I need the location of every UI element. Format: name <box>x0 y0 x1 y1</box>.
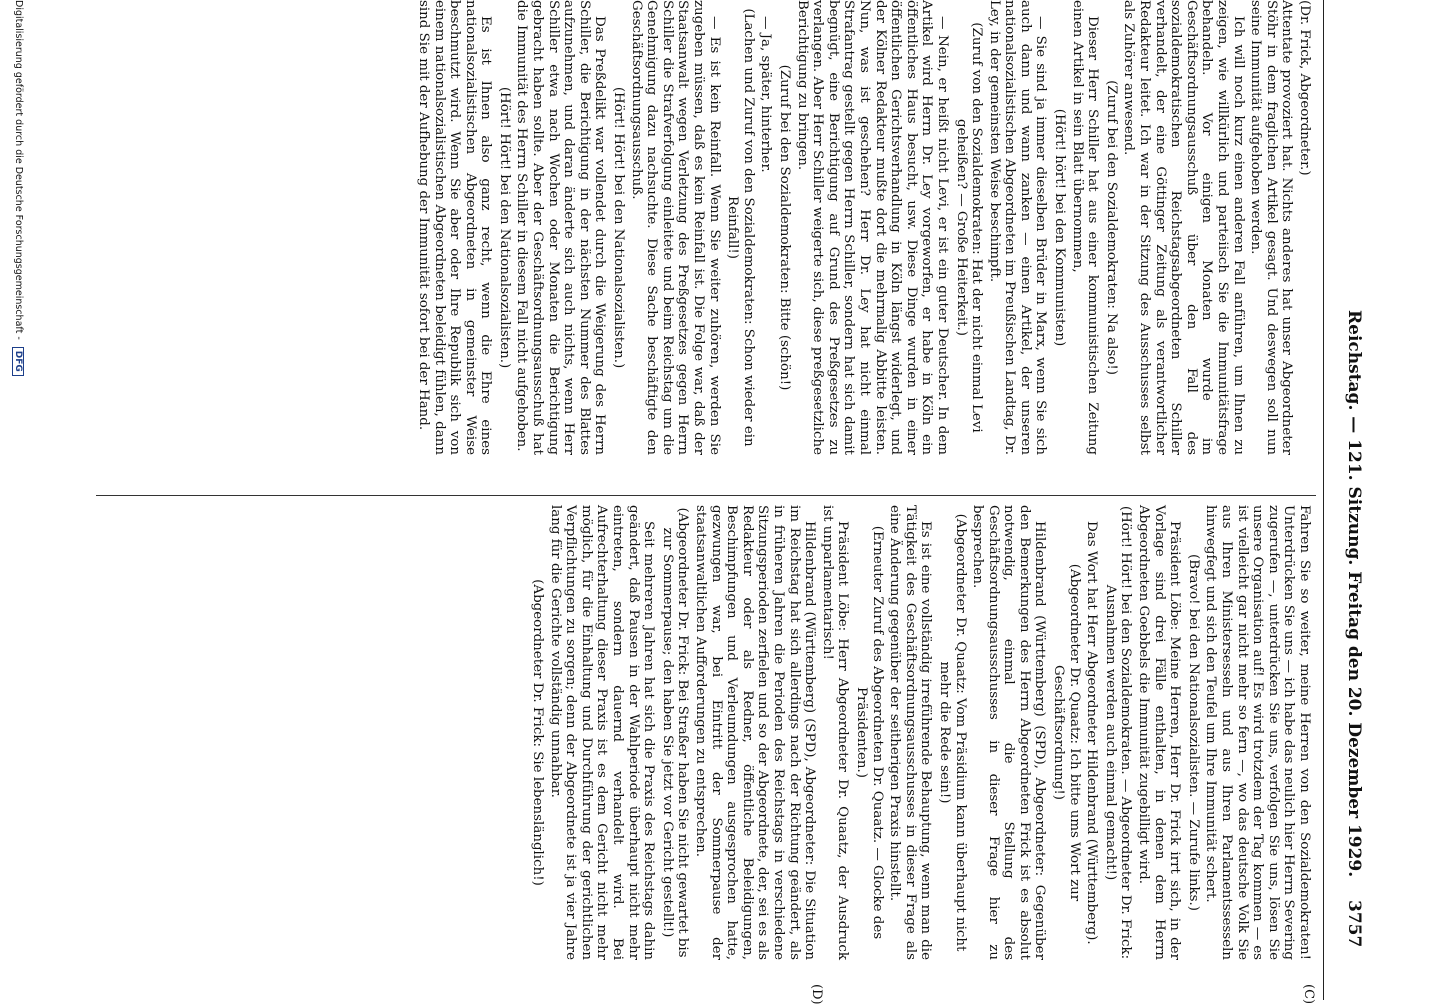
paragraph: — Sie sind ja immer dieselben Brüder in Marx, wenn Sie sich auch dann und wann zanken — einen Artikel, der unseren nationalsozialistischen Abgeordneten im Preußischen Landtag, Dr. Ley, in der gemeinsten Weise beschimpft. <box>986 0 1049 455</box>
paragraph: (Dr. Frick, Abgeordneter.) <box>1297 0 1312 176</box>
left-column <box>413 0 1312 455</box>
interjection: (Abgeordneter Dr. Quaatz: Vom Präsidium kann überhaupt nicht mehr die Rede sein!) <box>936 513 968 952</box>
paragraph: — Es ist kein Reinfall. Wenn Sie weiter zuhören, werden Sie zugeben müssen, daß es kein Reinfall ist. Die Folge war, daß der Staatsanwalt wegen Verletzung des Preßgesetzes gegen Herrn Schiller die Strafverfolgung einleitete und beim Reichstag um die Genehmigung dazu nachsuchte. Diese Sache beschäftigte den Geschäftsordnungsausschuß. <box>628 0 722 455</box>
paragraph: Präsident Löbe: Herr Abgeordneter Dr. Quaatz, der Ausdruck ist unparlamentarisch! <box>819 505 851 960</box>
margin-mark-c: (C) <box>1301 984 1316 1005</box>
interjection: (Abgeordneter Dr. Frick: Bei Straßer haben Sie nicht gewartet bis zur Sommerpause; den haben Sie jetzt vor Gericht gestellt!) <box>659 507 691 958</box>
page-title: Reichstag. — 121. Sitzung. Freitag den 20. Dezember 1929. <box>1344 310 1364 878</box>
paragraph: Hildenbrand (Württemberg) (SPD), Abgeordneter: Gegenüber den Bemerkungen des Herrn Abgeordneten Frick ist es absolut notwendig, einmal die Stellung des Geschäftsordnungsausschusses in dieser Frage hier zu besprechen. <box>970 505 1048 960</box>
paragraph: Es ist eine vollständig irreführende Behauptung, wenn man die Tätigkeit des Geschäftsordnungsausschusses in dieser Frage als eine Änderung gegenüber der seitherigen Praxis hinstellt. <box>887 505 934 960</box>
paragraph: Fahren Sie so weiter, meine Herren von den Sozialdemokraten! Unterdrücken Sie uns — ich habe das neulich hier Herrn Severing zugerufen —, unterdrücken Sie uns, verfolgen Sie uns, lösen Sie unsere Organisation auf! Es wird trotzdem der Tag kommen — es ist vielleicht gar nicht mehr so fern —, wo das deutsche Volk Sie aus Ihren Ministersesseln und aus Ihren Parlamentssesseln hinwegfegt und sich den Teufel um Ihre Immunität schert. <box>1203 505 1312 960</box>
margin-mark-d: (D) <box>809 984 824 1005</box>
interjection: (Hört! Hört! bei den Nationalsozialisten.) <box>496 86 512 369</box>
interjection: (Bravo! bei den Nationalsozialisten. — Zurufe links.) <box>1185 554 1201 911</box>
paragraph: Das Preßdelikt war vollendet durch die Weigerung des Herrn Schiller, die Berichtigung in der nächsten Nummer des Blattes aufzunehmen, und daran änderte sich auch nichts, wenn Herr Schiller etwa nach Wochen oder Monaten die Berichtigung gebracht haben sollte. Aber der Geschäftsordnungsausschuß hat die Immunität des Herrn Schiller in diesem Fall nicht aufgehoben. <box>514 0 608 455</box>
interjection: (Lachen und Zuruf von den Sozialdemokraten: Schon wieder ein Reinfall!) <box>725 8 756 447</box>
interjection: (Zuruf bei den Sozialdemokraten: Bitte (schön!) <box>777 64 792 391</box>
paragraph: — Nein, er heißt nicht Levi, er ist ein guter Deutscher. In dem Artikel wird Herrn Dr. Ley vorgeworfen, er habe in Köln ein öffentliches Haus besucht, usw. Diese Dinge wurden in einer öffentlichen Gerichtsverhandlung in Köln längst widerlegt, und der Kölner Redakteur mußte dort die mehrmalig Abbitte leisten. Nun, was ist geschehen? Herr Dr. Ley hat nicht einmal Strafantrag gestellt gegen Herrn Schiller, sondern hat sich damit begnügt, eine Berichtigung auf Grund des Preßgesetzes zu verlangen. Aber Herr Schiller weigerte sich, diese preßgesetzliche Berichtigung zu bringen. <box>794 0 950 455</box>
interjection: (Hört! Hört! bei den Nationalsozialisten.) <box>611 86 627 369</box>
interjection: (Abgeordneter Dr. Frick: Sie lebenslänglich!) <box>530 579 546 886</box>
header-rule <box>1323 0 1324 1000</box>
paragraph: Attentate provoziert hat. Nichts anderes hat unser Abgeordneter Stöhr in dem fraglichen Artikel gesagt. Und deswegen soll nun seine Immunität aufgehoben werden. <box>1248 0 1295 455</box>
credit-text: Digitalisierung gefördert durch die Deutsche Forschungsgemeinschaft - <box>13 0 24 340</box>
interjection: (Zuruf bei den Sozialdemokraten: Na also!) <box>1103 80 1119 375</box>
page-header <box>1334 0 1374 1000</box>
interjection: (Zuruf von den Sozialdemokraten: Hat der nicht einmal Levi geheißen? — Große Heiterkeit.) <box>953 22 985 433</box>
interjection: (Abgeordneter Dr. Quaatz: Ich bitte ums Wort zur Geschäftsordnung!) <box>1051 563 1082 902</box>
interjection: (Hört! Hört! bei den Sozialdemokraten. — Abgeordneter Dr. Frick: Ausnahmen werden auch einmal gemacht!) <box>1102 505 1134 960</box>
right-column <box>527 505 1313 960</box>
paragraph: Präsident Löbe: Meine Herren, Herr Dr. Frick irrt sich, in der Vorlage sind drei Fälle enthalten, in denen dem Herrn Abgeordneten Goebbels die Immunität zugebilligt wird. <box>1136 505 1183 960</box>
digitization-credit <box>6 0 24 1000</box>
paragraph: Dieser Herr Schiller hat aus einer kommunistischen Zeitung einen Artikel in sein Blatt übernommen, <box>1069 0 1101 455</box>
page-number: 3757 <box>1344 900 1364 948</box>
paragraph: Hildenbrand (Württemberg) (SPD), Abgeordneter: Die Situation im Reichstag hat sich allerdings nach der Richtung geändert, als in früheren Jahren die Perioden des Reichstags in verschiedene Sitzungsperioden zerfielen und so der Abgeordnete, der, sei es als Redakteur oder als Redner, öffentliche Beleidigungen, Beschimpfungen und Verleumdungen ausgesprochen hatte, gezwungen war, bei Eintritt der Sommerpause der staatsanwaltlichen Aufforderungen zu entsprechen. <box>693 505 818 960</box>
paragraph: Ich will noch kurz einen anderen Fall anführen, um Ihnen zu zeigen, wie willkürlich und parteiisch Sie die Immunitätsfrage behandeln. Vor einigen Monaten wurde im Geschäftsordnungsausschuß über den Fall des sozialdemokratischen Reichstagsabgeordneten Schiller verhandelt, der eine Göttinger Zeitung als verantwortlicher Redakteur leitet. Ich war in der Sitzung des Ausschusses selbst als Zuhörer anwesend. <box>1121 0 1246 455</box>
paragraph: — Ja, später, hinterher. <box>758 16 774 173</box>
column-divider <box>96 495 1316 496</box>
paragraph: Das Wort hat Herr Abgeordneter Hildenbrand (Württemberg). <box>1084 521 1100 945</box>
interjection: (Hört! hört! bei den Kommunisten) <box>1052 108 1068 347</box>
interjection: (Erneuter Zuruf des Abgeordneten Dr. Quaatz. — Glocke des Präsidenten.) <box>853 525 885 940</box>
paragraph: Es ist Ihnen also ganz recht, wenn die Ehre eines nationalsozialistischen Abgeordneten in gemeinster Weise beschmutzt wird. Wenn Sie aber oder Ihre Republik sich von einem nationalsozialistischen Abgeordneten beleidigt fühlen, dann sind Sie mit der Aufhebung der Immunität sofort bei der Hand. <box>415 0 494 455</box>
paragraph: Seit mehreren Jahren hat sich die Praxis des Reichstags dahin geändert, daß Pausen in der Wahlperiode überhaupt nicht mehr eintreten, sondern dauernd verhandelt wird. Bei Aufrechterhaltung dieser Praxis ist es dem Gericht nicht mehr möglich, für die Einhaltung und Durchführung der gerichtlichen Verpflichtungen zu sorgen; denn der Abgeordnete ist ja vier Jahre lang für die Gerichte vollständig unnahbar. <box>547 505 657 960</box>
dfg-logo: DFG <box>12 347 24 376</box>
